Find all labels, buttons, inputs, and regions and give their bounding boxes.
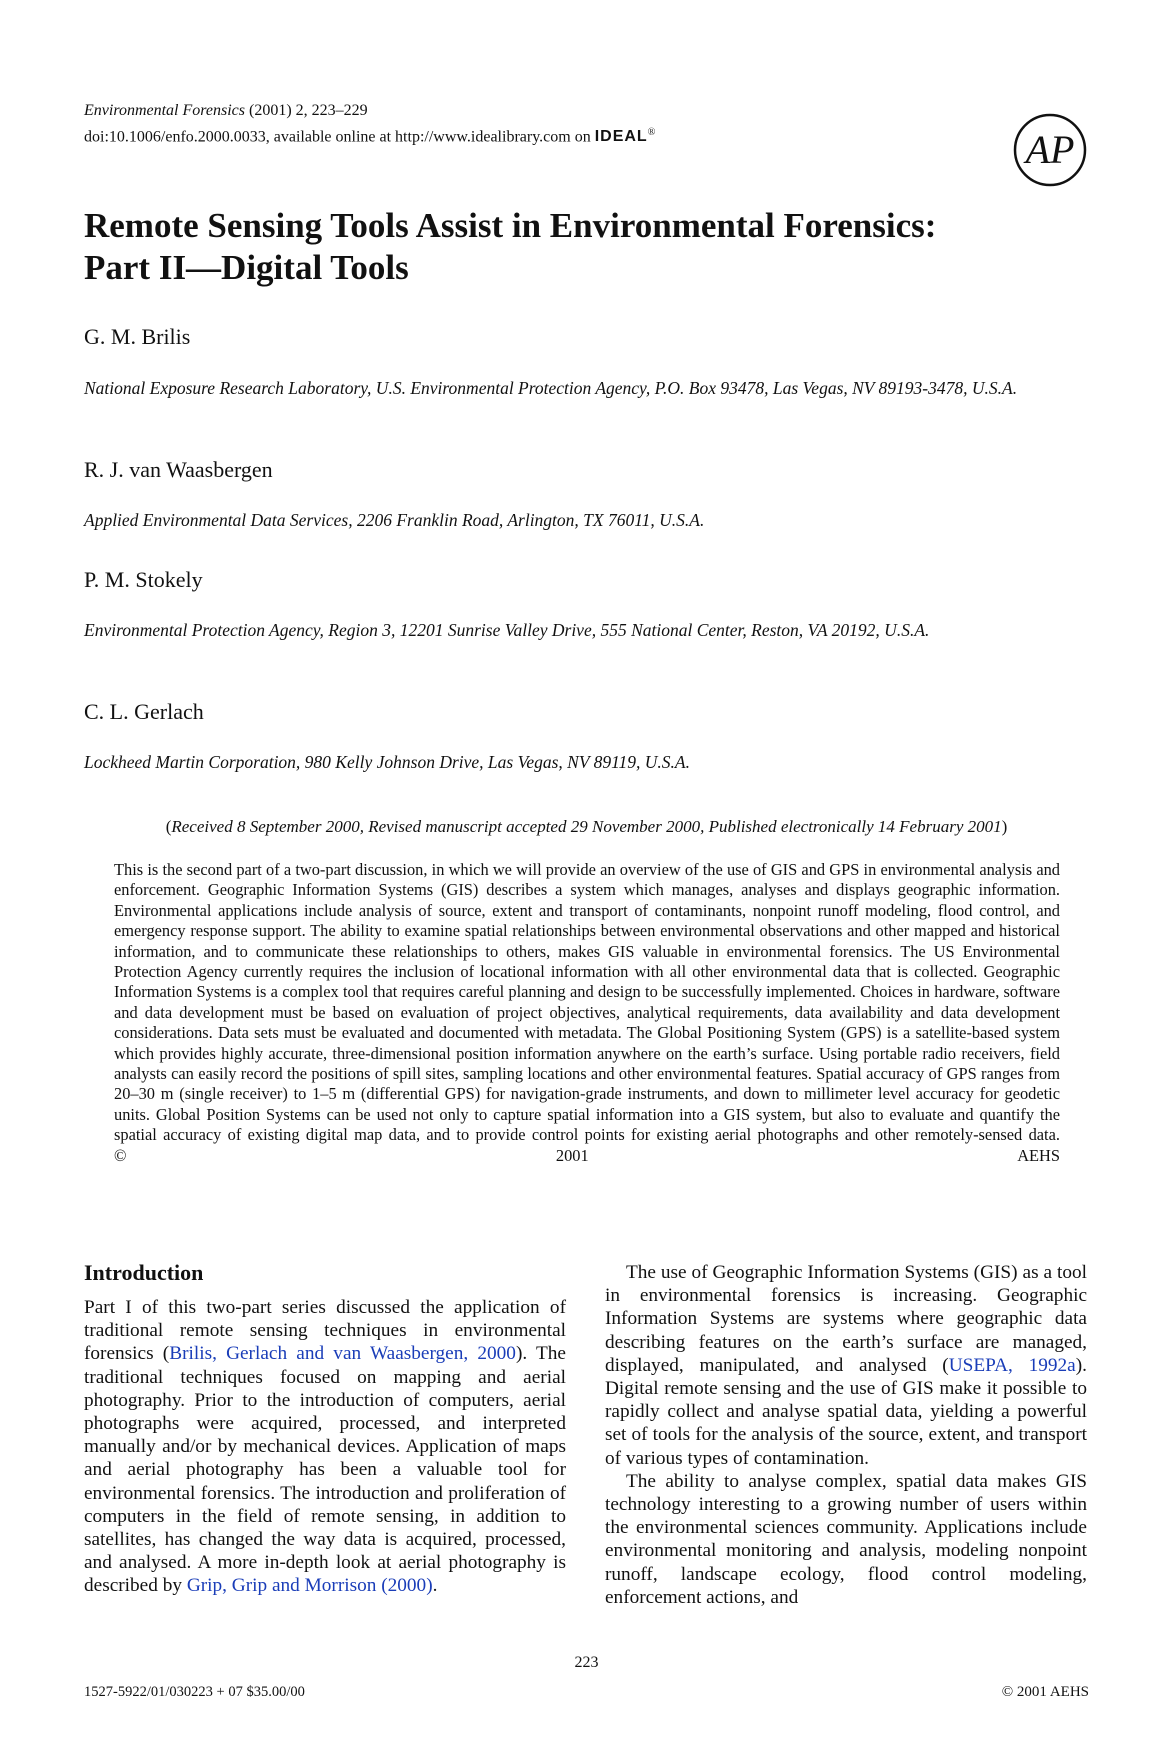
publisher-logo (1012, 112, 1088, 188)
author-affiliation: Applied Environmental Data Services, 2206 Franklin Road, Arlington, TX 76011, U.S.A. (84, 510, 705, 530)
citation-link[interactable]: Grip, Grip and Morrison (2000) (186, 1575, 433, 1597)
publisher-logo-text: AP (1025, 127, 1075, 172)
text-run: . (432, 1575, 438, 1597)
title-line-1: Remote Sensing Tools Assist in Environmental Forensics: (84, 206, 937, 245)
author-name: C. L. Gerlach (84, 699, 204, 724)
author-affiliation: Environmental Protection Agency, Region 3, 12201 Sunrise Valley Drive, 555 National Center, Reston, VA 20192, U.S.A. (84, 620, 930, 640)
author-name: G. M. Brilis (84, 324, 191, 349)
citation-link[interactable]: USEPA, 1992a (948, 1354, 1076, 1376)
paragraph: The ability to analyse complex, spatial data makes GIS technology interesting to a growing number of users within the environmental sciences community. Applications include environmental monitoring and analysis, modeling nonpoint runoff, landscape ecology, flood control modeling, enforcement actions, and (605, 1470, 1087, 1608)
issn-price: 1527-5922/01/030223 + 07 $35.00/00 (84, 1684, 305, 1700)
text-run: ). The traditional techniques focused on mapping and aerial photography. Prior to the introduction of computers, aerial photographs were acquired, processed, and interpreted manually and/or by mechanical devices. Application of maps and aerial photography has been a valuable tool for environmental forensics. The introduction and proliferation of computers in the field of remote sensing, in addition to satellites, has changed the way data is acquired, processed, and analysed. A more in-depth look at aerial photography is described by (84, 1343, 566, 1597)
doi-line-container: doi:10.1006/enfo.2000.0033, available online at http://www.idealibrary.com on IDEAL® (84, 127, 656, 146)
abstract-copyright: © 2001 AEHS (114, 1145, 1060, 1165)
author-affiliation: National Exposure Research Laboratory, U.S. Environmental Protection Agency, P.O. Box 93478, Las Vegas, NV 89193-3478, U.S.A. (84, 378, 1018, 398)
citation-link[interactable]: Brilis, Gerlach and van Waasbergen, 2000 (169, 1343, 516, 1365)
text-run: Part I of this two-part series discussed the application of traditional remote sensing techniques in environmental forensics ( (84, 1297, 566, 1365)
abstract (114, 860, 1060, 1166)
journal-name: Environmental Forensics (84, 102, 246, 119)
paper-title (84, 205, 1084, 289)
left-column (84, 1296, 566, 1598)
text-run: ). Digital remote sensing and the use of GIS make it possible to rapidly collect and analyse spatial data, yielding a powerful set of tools for the analysis of the source, extent, and transport of various types of contamination. (605, 1354, 1087, 1469)
footer-copyright: © 2001 AEHS (1001, 1684, 1089, 1700)
author-name: P. M. Stokely (84, 567, 203, 592)
page-number: 223 (574, 1654, 599, 1671)
journal-details: (2001) 2, 223–229 (249, 102, 368, 119)
author-affiliation: Lockheed Martin Corporation, 980 Kelly Johnson Drive, Las Vegas, NV 89119, U.S.A. (84, 752, 690, 772)
abstract-text: This is the second part of a two-part discussion, in which we will provide an overview of the use of GIS and GPS in environmental analysis and enforcement. Geographic Information Systems (GIS) describes a system which manages, analyses and displays geographic information. Environmental applications include analysis of source, extent and transport of contaminants, nonpoint runoff modeling, flood control, and emergency response support. The ability to examine spatial relationships between environmental observations and other mapped and historical information, and to communicate these relationships to others, makes GIS valuable in environmental forensics. The US Environmental Protection Agency currently requires the inclusion of locational information with all other environmental data that is collected. Geographic Information Systems is a complex tool that requires careful planning and design to be successfully implemented. Choices in hardware, software and data development must be based on evaluation of project objectives, analytical requirements, data availability and data development considerations. Data sets must be evaluated and documented with metadata. The Global Positioning System (GPS) is a satellite-based system which provides highly accurate, three-dimensional position information anywhere on the earth’s surface. Using portable radio receivers, field analysts can easily record the positions of spill sites, sampling locations and other environmental features. Spatial accuracy of GPS ranges from 20–30 m (single receiver) to 1–5 m (differential GPS) for navigation-grade instruments, and down to millimeter level accuracy for geodetic units. Global Position Systems can be used not only to capture spatial information into a GIS system, but also to evaluate and quantify the spatial accuracy of existing digital map data, and to provide control points for existing aerial photographs and other remotely-sensed data. (114, 860, 1060, 1145)
journal-citation (84, 101, 368, 121)
received-text: Received 8 September 2000, Revised manuscript accepted 29 November 2000, Published electronically 14 February 2001 (171, 817, 1002, 836)
right-column (605, 1261, 1087, 1609)
text-run: The use of Geographic Information Systems (GIS) as a tool in environmental forensics is increasing. Geographic Information Systems are systems where geographic data describing features on the earth’s surface are managed, displayed, manipulated, and analysed ( (605, 1262, 1087, 1376)
paragraph (605, 1261, 1087, 1470)
title-line-2: Part II—Digital Tools (84, 248, 409, 287)
doi-line: doi:10.1006/enfo.2000.0033, available online at http://www.idealibrary.com on (84, 128, 591, 146)
author-name: R. J. van Waasbergen (84, 457, 273, 482)
received-dates: (Received 8 September 2000, Revised manuscript accepted 29 November 2000, Published electronically 14 February 2001) (165, 817, 1008, 836)
paragraph (84, 1296, 566, 1598)
section-heading-introduction: Introduction (84, 1260, 204, 1285)
ideal-logo: IDEAL (594, 128, 648, 146)
